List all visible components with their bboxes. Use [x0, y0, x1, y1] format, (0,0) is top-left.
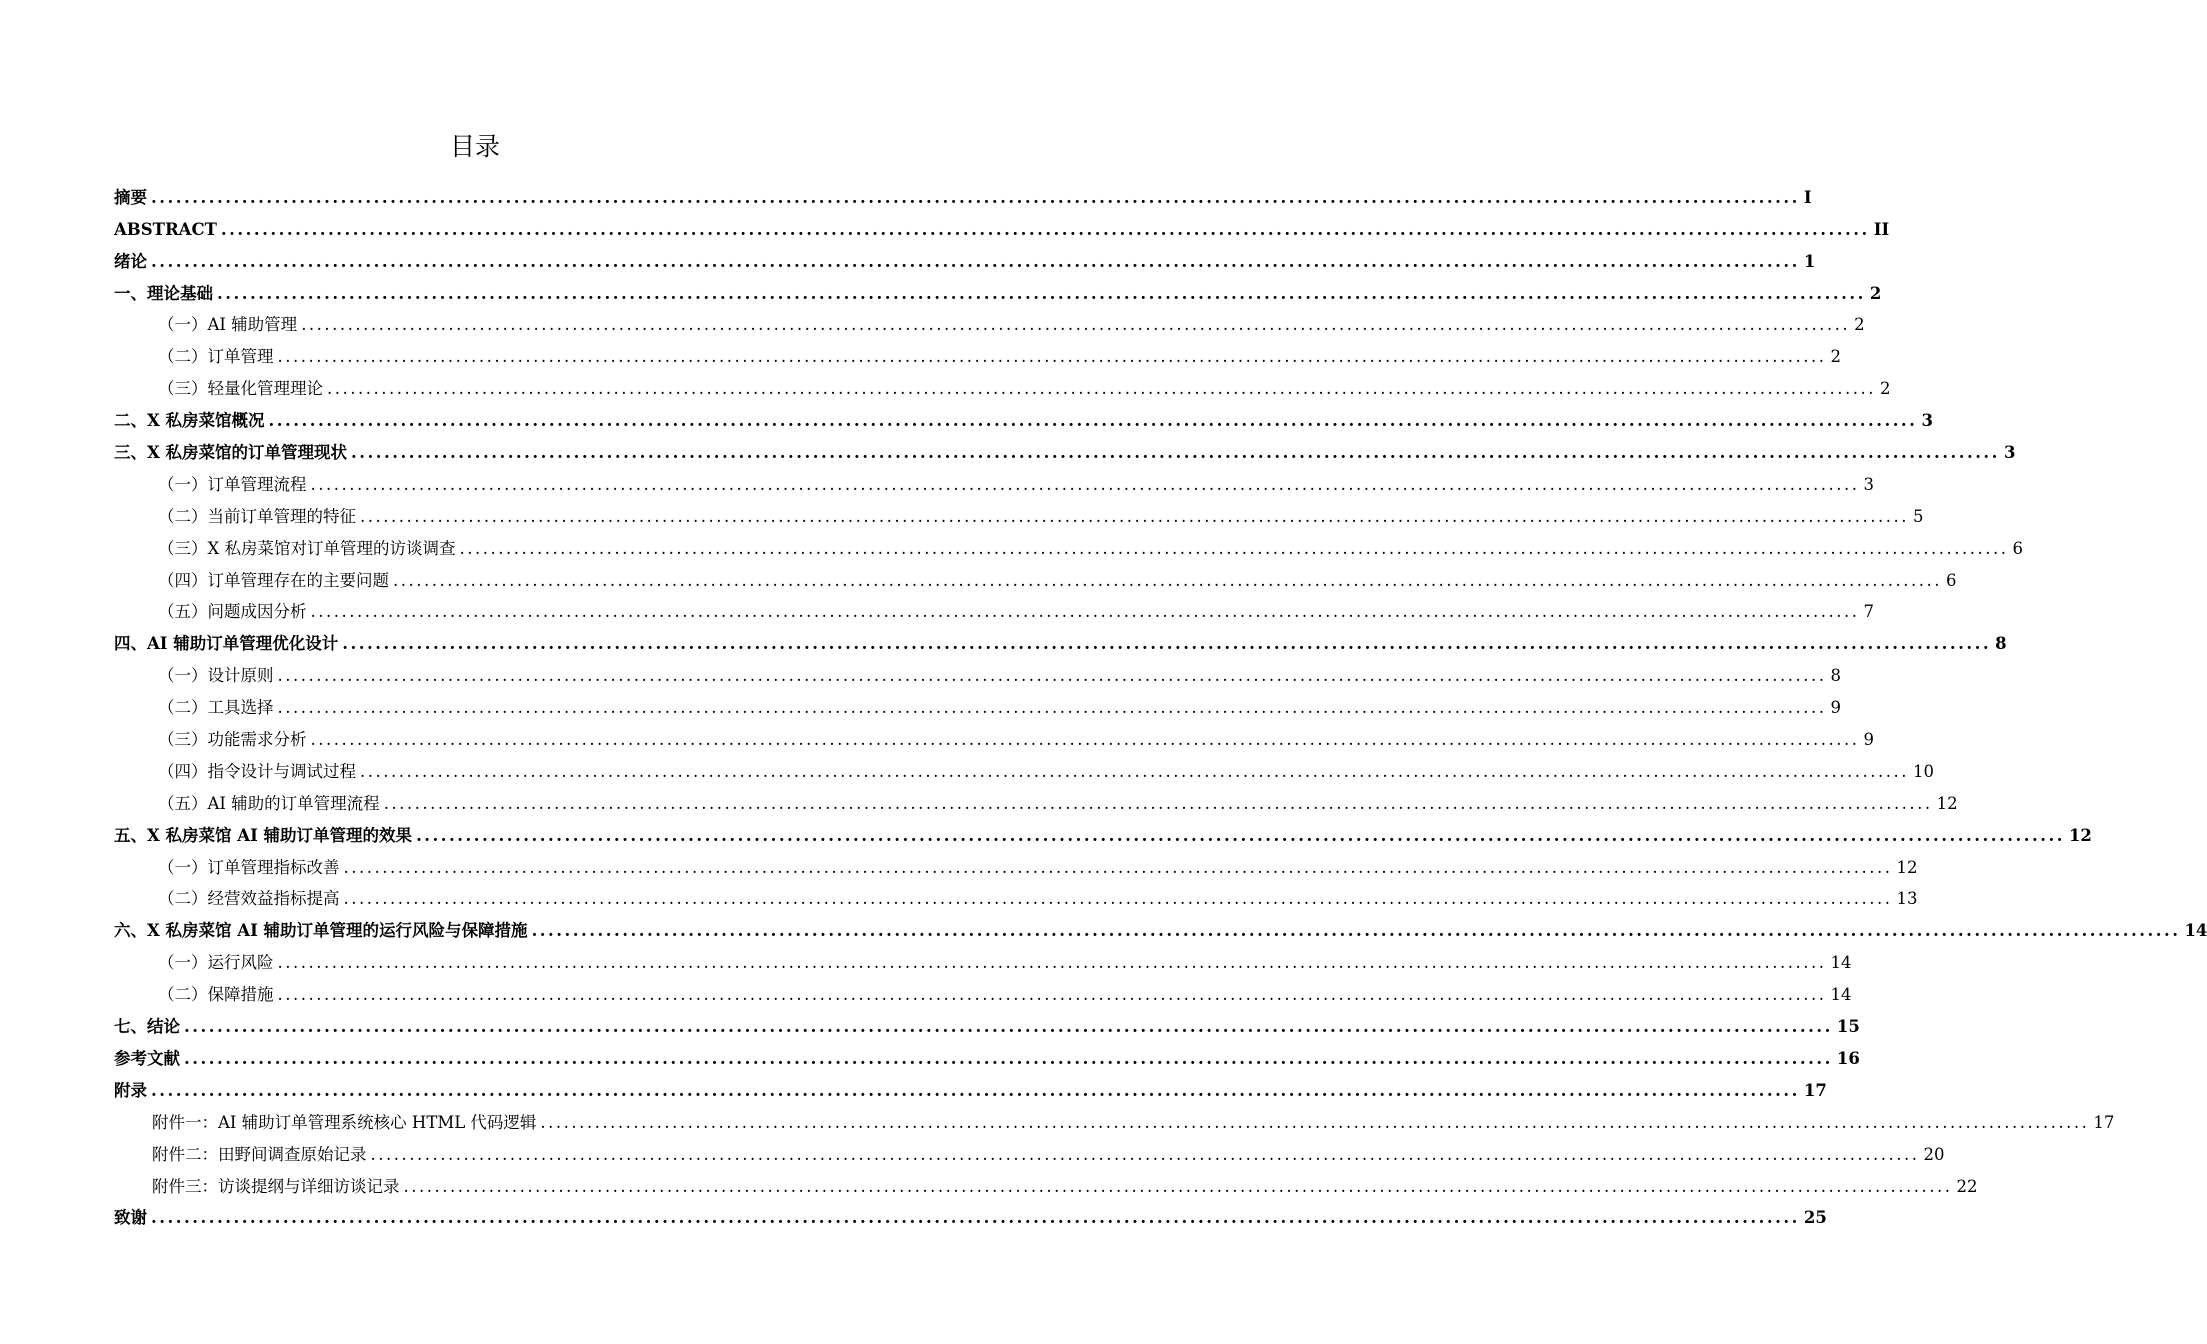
- toc-entry-title: 六、X 私房菜馆 AI 辅助订单管理的运行风险与保障措施: [114, 921, 528, 941]
- toc-dot-leader: ........................................................................................................................................................................................................: [217, 283, 1866, 303]
- toc-entry-page-number: 22: [1956, 1176, 1978, 1196]
- toc-entry-page-number: 7: [1863, 602, 1874, 622]
- toc-entry-page-number: 3: [1921, 411, 1933, 431]
- toc-entry-title: （一）订单管理流程: [158, 474, 307, 494]
- toc-entry-title: （五）AI 辅助的订单管理流程: [158, 793, 380, 813]
- toc-entry-page-number: 12: [1936, 793, 1958, 813]
- toc-entry[interactable]: [114, 941, 1852, 973]
- toc-entry-title: （三）功能需求分析: [158, 730, 307, 750]
- toc-entry-title: （一）设计原则: [158, 666, 274, 686]
- toc-entry[interactable]: [114, 527, 2023, 559]
- toc-entry[interactable]: [114, 335, 1841, 367]
- toc-dot-leader: ........................................................................................................................................................................................................: [370, 1144, 1920, 1164]
- toc-entry[interactable]: [114, 1069, 1827, 1101]
- toc-entry-page-number: I: [1803, 187, 1812, 207]
- toc-dot-leader: ........................................................................................................................................................................................................: [459, 538, 2009, 558]
- toc-entry-title: 附件三：访谈提纲与详细访谈记录: [152, 1176, 400, 1196]
- toc-dot-leader: ........................................................................................................................................................................................................: [393, 570, 1942, 590]
- toc-entry-title: 附录: [114, 1080, 147, 1100]
- toc-entry-title: 二、X 私房菜馆概况: [114, 411, 265, 431]
- toc-entry[interactable]: [114, 240, 1816, 272]
- toc-entry-title: 七、结论: [114, 1017, 180, 1037]
- toc-entry-page-number: 12: [2068, 825, 2092, 845]
- toc-dot-leader: ........................................................................................................................................................................................................: [327, 379, 1876, 399]
- toc-entry[interactable]: [114, 304, 1865, 336]
- table-of-contents: [114, 176, 2207, 1228]
- toc-entry-page-number: 3: [2003, 443, 2016, 463]
- toc-dot-leader: ........................................................................................................................................................................................................: [184, 1017, 1833, 1037]
- toc-dot-leader: ........................................................................................................................................................................................................: [403, 1176, 1953, 1196]
- toc-dot-leader: ........................................................................................................................................................................................................: [383, 793, 1933, 813]
- toc-entry[interactable]: [114, 878, 1918, 910]
- toc-entry-title: （三）X 私房菜馆对订单管理的访谈调查: [158, 538, 456, 558]
- toc-entry-page-number: 17: [2093, 1112, 2115, 1132]
- toc-entry-title: （四）订单管理存在的主要问题: [158, 570, 389, 590]
- toc-entry-page-number: 8: [1995, 634, 2007, 654]
- toc-dot-leader: ........................................................................................................................................................................................................: [277, 698, 1827, 718]
- toc-dot-leader: ........................................................................................................................................................................................................: [310, 474, 1860, 494]
- toc-dot-leader: ........................................................................................................................................................................................................: [351, 443, 2000, 463]
- toc-entry-page-number: 9: [1830, 698, 1841, 718]
- toc-entry[interactable]: [114, 463, 1874, 495]
- toc-entry-page-number: 8: [1830, 666, 1841, 686]
- toc-entry-page-number: 9: [1863, 730, 1874, 750]
- toc-entry[interactable]: [114, 1005, 1860, 1037]
- toc-entry-page-number: 25: [1803, 1208, 1827, 1228]
- toc-entry-page-number: 2: [1854, 315, 1865, 335]
- toc-dot-leader: ........................................................................................................................................................................................................: [277, 985, 1827, 1005]
- toc-entry-page-number: 10: [1912, 761, 1934, 781]
- toc-entry[interactable]: [114, 559, 1957, 591]
- toc-entry-page-number: 2: [1830, 347, 1841, 367]
- toc-entry-page-number: 6: [2012, 538, 2023, 558]
- toc-dot-leader: ........................................................................................................................................................................................................: [342, 634, 1992, 654]
- toc-entry[interactable]: [114, 654, 1841, 686]
- toc-entry-title: 四、AI 辅助订单管理优化设计: [114, 634, 339, 654]
- toc-entry-page-number: 3: [1863, 474, 1874, 494]
- toc-dot-leader: ........................................................................................................................................................................................................: [277, 666, 1827, 686]
- toc-entry[interactable]: [114, 1165, 1978, 1197]
- toc-entry[interactable]: [114, 686, 1841, 718]
- toc-entry-page-number: 14: [1830, 985, 1852, 1005]
- toc-entry-title: （二）经营效益指标提高: [158, 889, 340, 909]
- toc-dot-leader: ........................................................................................................................................................................................................: [151, 1208, 1800, 1228]
- toc-entry-page-number: 20: [1923, 1144, 1945, 1164]
- toc-dot-leader: ........................................................................................................................................................................................................: [277, 953, 1827, 973]
- toc-dot-leader: ........................................................................................................................................................................................................: [360, 761, 1909, 781]
- toc-entry[interactable]: [114, 431, 2016, 463]
- toc-entry-title: 参考文献: [114, 1048, 180, 1068]
- toc-entry-page-number: 1: [1803, 251, 1816, 271]
- toc-entry-title: 摘要: [114, 187, 147, 207]
- toc-dot-leader: ........................................................................................................................................................................................................: [184, 1048, 1833, 1068]
- toc-entry-page-number: 15: [1836, 1017, 1860, 1037]
- toc-dot-leader: ........................................................................................................................................................................................................: [416, 825, 2065, 845]
- toc-entry[interactable]: [114, 1133, 1945, 1165]
- toc-entry[interactable]: [114, 846, 1918, 878]
- toc-entry-title: （二）订单管理: [158, 347, 274, 367]
- toc-entry-title: （四）指令设计与调试过程: [158, 761, 356, 781]
- toc-entry[interactable]: [114, 495, 1924, 527]
- toc-dot-leader: ........................................................................................................................................................................................................: [343, 889, 1893, 909]
- toc-entry[interactable]: [114, 622, 2007, 654]
- toc-entry-page-number: 6: [1945, 570, 1957, 590]
- toc-entry-title: （三）轻量化管理理论: [158, 379, 323, 399]
- toc-entry-page-number: II: [1873, 219, 1890, 239]
- toc-entry-page-number: 14: [2184, 921, 2207, 941]
- toc-dot-leader: ........................................................................................................................................................................................................: [310, 602, 1860, 622]
- toc-entry-title: 五、X 私房菜馆 AI 辅助订单管理的效果: [114, 825, 413, 845]
- toc-entry[interactable]: [114, 208, 1890, 240]
- toc-entry-page-number: 14: [1830, 953, 1852, 973]
- toc-entry[interactable]: [114, 814, 2092, 846]
- toc-entry-page-number: 12: [1896, 857, 1918, 877]
- toc-entry[interactable]: [114, 399, 1933, 431]
- toc-entry[interactable]: [114, 973, 1852, 1005]
- toc-entry-title: 附件二：田野间调查原始记录: [152, 1144, 367, 1164]
- toc-entry[interactable]: [114, 782, 1958, 814]
- toc-entry-page-number: 2: [1879, 379, 1891, 399]
- toc-dot-leader: ........................................................................................................................................................................................................: [301, 315, 1851, 335]
- toc-dot-leader: ........................................................................................................................................................................................................: [540, 1112, 2090, 1132]
- toc-entry-title: （一）运行风险: [158, 953, 274, 973]
- toc-entry[interactable]: [114, 1101, 2115, 1133]
- toc-entry-page-number: 13: [1896, 889, 1918, 909]
- toc-dot-leader: ........................................................................................................................................................................................................: [151, 251, 1800, 271]
- toc-entry-page-number: 16: [1836, 1048, 1860, 1068]
- toc-entry-title: 绪论: [114, 251, 147, 271]
- toc-entry-title: （五）问题成因分析: [158, 602, 307, 622]
- toc-dot-leader: ........................................................................................................................................................................................................: [343, 857, 1893, 877]
- toc-entry[interactable]: [114, 750, 1934, 782]
- toc-entry-title: 附件一：AI 辅助订单管理系统核心 HTML 代码逻辑: [152, 1112, 537, 1132]
- toc-entry-title: 一、理论基础: [114, 283, 213, 303]
- toc-entry[interactable]: [114, 367, 1891, 399]
- toc-entry-title: （二）当前订单管理的特征: [158, 506, 356, 526]
- toc-entry-title: （一）AI 辅助管理: [158, 315, 298, 335]
- toc-entry[interactable]: [114, 1197, 1827, 1229]
- page-title: 目录: [449, 131, 500, 161]
- toc-entry[interactable]: [114, 1037, 1860, 1069]
- toc-dot-leader: ........................................................................................................................................................................................................: [220, 219, 1870, 239]
- toc-entry-title: （二）工具选择: [158, 698, 274, 718]
- toc-entry-title: （一）订单管理指标改善: [158, 857, 340, 877]
- toc-entry-page-number: 17: [1803, 1080, 1827, 1100]
- toc-entry-title: （二）保障措施: [158, 985, 274, 1005]
- toc-entry-page-number: 2: [1869, 283, 1882, 303]
- toc-dot-leader: ........................................................................................................................................................................................................: [310, 730, 1860, 750]
- toc-entry[interactable]: [114, 591, 1874, 623]
- toc-dot-leader: ........................................................................................................................................................................................................: [268, 411, 1918, 431]
- toc-entry[interactable]: [114, 718, 1874, 750]
- toc-dot-leader: ........................................................................................................................................................................................................: [151, 187, 1800, 207]
- toc-entry-page-number: 5: [1912, 506, 1924, 526]
- toc-dot-leader: ........................................................................................................................................................................................................: [151, 1080, 1800, 1100]
- toc-entry-title: 致谢: [114, 1208, 147, 1228]
- toc-dot-leader: ........................................................................................................................................................................................................: [277, 347, 1827, 367]
- toc-entry[interactable]: [114, 272, 1882, 304]
- toc-entry[interactable]: [114, 909, 2207, 941]
- toc-dot-leader: ........................................................................................................................................................................................................: [531, 921, 2181, 941]
- toc-entry-title: ABSTRACT: [114, 219, 217, 239]
- toc-entry-title: 三、X 私房菜馆的订单管理现状: [114, 443, 348, 463]
- toc-dot-leader: ........................................................................................................................................................................................................: [360, 506, 1909, 526]
- toc-entry[interactable]: [114, 176, 1812, 208]
